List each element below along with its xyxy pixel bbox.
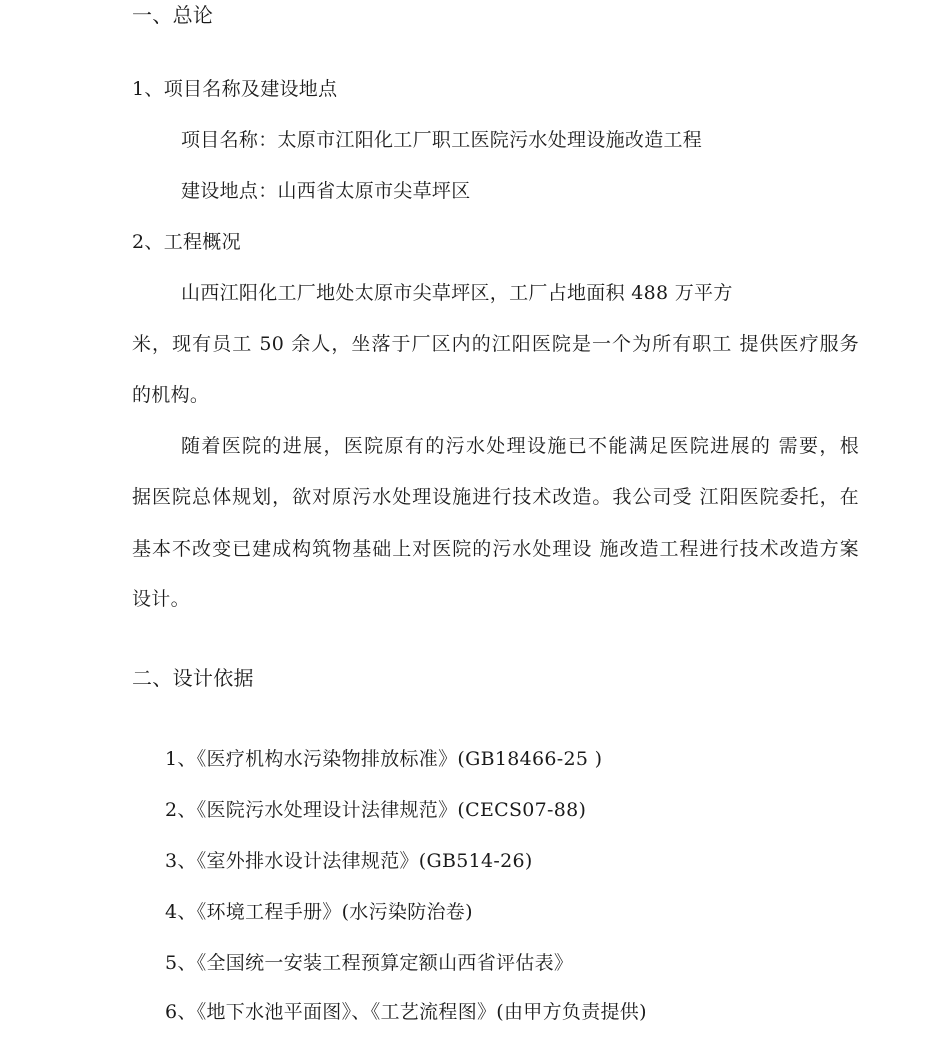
overview-paragraph-2-line-1: 随着医院的进展，医院原有的污水处理设施已不能满足医院进展的 需要，根 [181, 435, 859, 457]
design-basis-item-2: 2、《医院污水处理设计法律规范》(CECS07-88) [165, 799, 587, 821]
project-name-line: 项目名称：太原市江阳化工厂职工医院污水处理设施改造工程 [181, 129, 703, 151]
overview-paragraph-2-line-2: 据医院总体规划，欲对原污水处理设施进行技术改造。我公司受 江阳医院委托，在 [132, 486, 859, 508]
design-basis-item-1: 1、《医疗机构水污染物排放标准》(GB18466-25 ) [165, 748, 603, 770]
section-heading-design-basis: 二、设计依据 [132, 666, 254, 690]
overview-paragraph-2-line-3: 基本不改变已建成构筑物基础上对医院的污水处理设 施改造工程进行技术改造方案 [132, 538, 859, 560]
design-basis-item-3: 3、《室外排水设计法律规范》(GB514-26) [165, 850, 533, 872]
overview-paragraph-1-line-3: 的机构。 [132, 384, 210, 406]
section-heading-overview: 一、总论 [132, 3, 214, 27]
subsection-title-overview: 2、工程概况 [132, 231, 241, 253]
design-basis-item-6: 6、《地下水池平面图》、《工艺流程图》(由甲方负责提供) [165, 1001, 647, 1023]
overview-paragraph-1-line-1: 山西江阳化工厂地处太原市尖草坪区，工厂占地面积 488 万平方 [181, 282, 733, 304]
project-location-line: 建设地点：山西省太原市尖草坪区 [181, 180, 471, 202]
overview-paragraph-1-line-2: 米，现有员工 50 余人，坐落于厂区内的江阳医院是一个为所有职工 提供医疗服务 [132, 333, 859, 355]
overview-paragraph-2-line-4: 设计。 [132, 588, 190, 610]
design-basis-item-5: 5、《全国统一安装工程预算定额山西省评估表》 [165, 952, 574, 974]
design-basis-item-4: 4、《环境工程手册》(水污染防治卷) [165, 901, 473, 923]
subsection-title-project-name: 1、项目名称及建设地点 [132, 78, 338, 100]
